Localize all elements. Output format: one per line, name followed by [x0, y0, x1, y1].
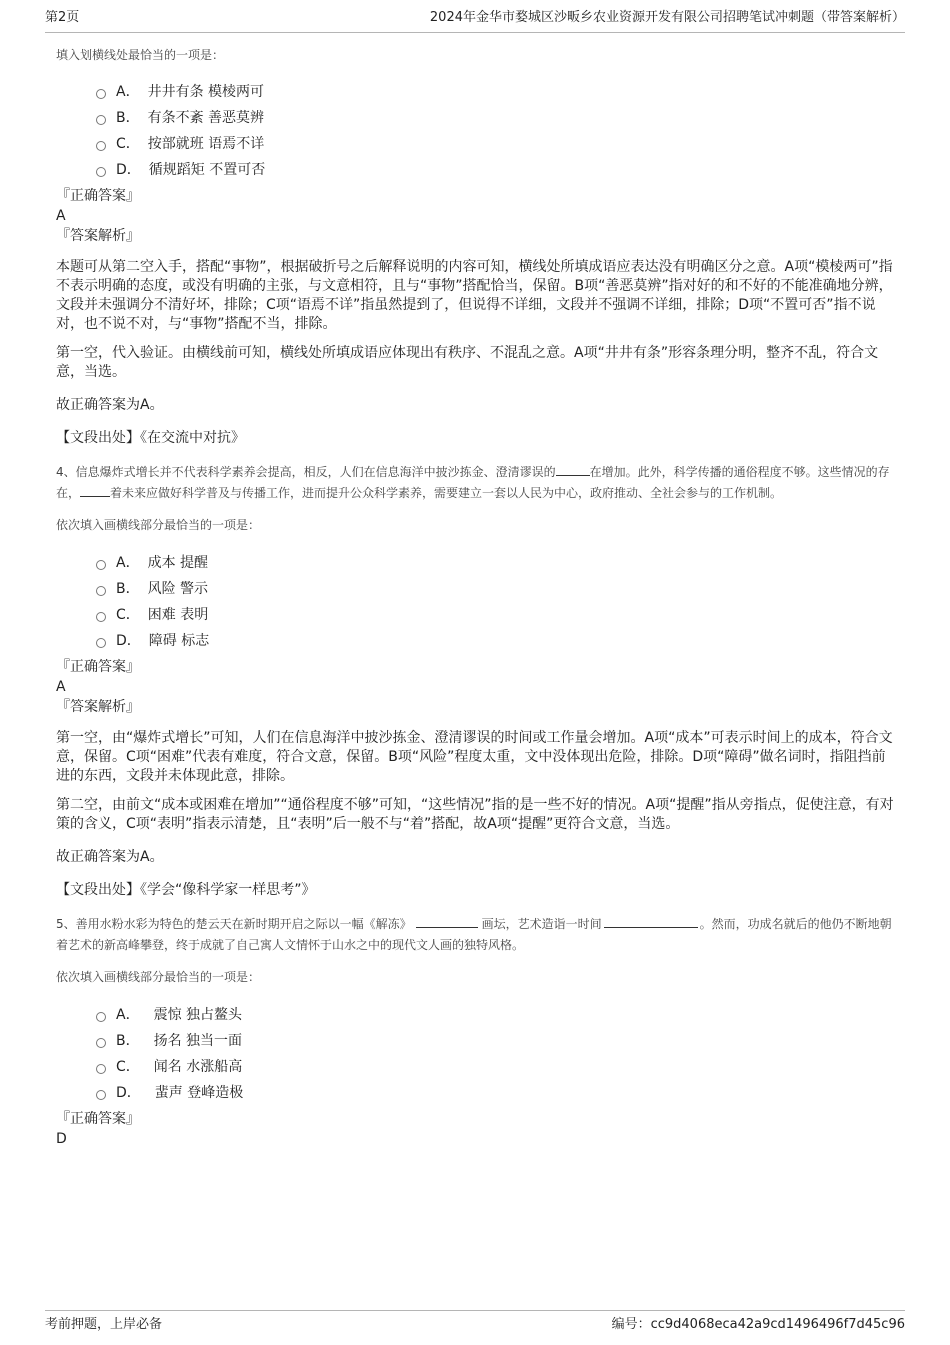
q3-answer-label: 『正确答案』: [56, 188, 140, 204]
q4-blank-1: [556, 462, 590, 476]
footer-slogan: 考前押题，上岸必备: [45, 1317, 163, 1332]
radio-icon[interactable]: [96, 115, 106, 125]
footer-doc-id: 编号：cc9d4068eca42a9cd1496496f7d45c96: [611, 1317, 905, 1332]
q3-options: [56, 78, 896, 182]
q4-analysis-label: 『答案解析』: [56, 699, 140, 715]
q4-prompt: 依次填入画横线部分最恰当的一项是：: [56, 518, 261, 532]
q5-blank-2: [604, 914, 698, 928]
q3-prompt: 填入划横线处最恰当的一项是：: [56, 48, 225, 62]
q3-option-a[interactable]: A． 井井有条 模棱两可: [96, 78, 896, 104]
page-header: [45, 10, 905, 33]
q5-option-c[interactable]: C． 闻名 水涨船高: [96, 1053, 896, 1079]
radio-icon[interactable]: [96, 586, 106, 596]
q3-analysis-para-3: 故正确答案为A。: [56, 397, 164, 413]
q4-analysis-para-3: 故正确答案为A。: [56, 849, 164, 865]
radio-icon[interactable]: [96, 560, 106, 570]
q5-blank-1: [416, 914, 478, 928]
q4-option-c[interactable]: C． 困难 表明: [96, 601, 896, 627]
radio-icon[interactable]: [96, 1090, 106, 1100]
q5-answer: D: [56, 1131, 67, 1147]
q4-question: 4、信息爆炸式增长并不代表科学素养会提高，相反，人们在信息海洋中披沙拣金、澄清谬误的 在增加。此外，科学传播的通俗程度不够。这些情况的存在， 着未来应做好科学普及与传播工作，进而提升公众科学素养，需要建立一套以人民为中心，政府推动、全社会参与的工作机制。: [56, 462, 896, 504]
q5-option-a[interactable]: A． 震惊 独占鳌头: [96, 1001, 896, 1027]
radio-icon[interactable]: [96, 167, 106, 177]
page-number: 第2页: [45, 10, 80, 25]
q4-source: 【文段出处】《学会“像科学家一样思考”》: [56, 882, 316, 898]
q4-analysis-para-2: 第二空，由前文“成本或困难在增加”“通俗程度不够”可知，“这些情况”指的是一些不好的情况。A项“提醒”指从旁指点，促使注意，有对策的含义，C项“表明”指表示清楚，且“表明”后一般不与“着”搭配，故A项“提醒”更符合文意，当选。: [56, 797, 894, 832]
radio-icon[interactable]: [96, 141, 106, 151]
q5-option-b[interactable]: B． 扬名 独当一面: [96, 1027, 896, 1053]
q4-options: [56, 549, 896, 653]
radio-icon[interactable]: [96, 1064, 106, 1074]
q4-answer-label: 『正确答案』: [56, 659, 140, 675]
q4-analysis-para-1: 第一空，由“爆炸式增长”可知，人们在信息海洋中披沙拣金、澄清谬误的时间或工作量会增加。A项“成本”可表示时间上的成本，符合文意，保留。C项“困难”代表有难度，符合文意，保留。B项“风险”程度太重，文中没体现出危险，排除。D项“障碍”做名词时，指阻挡前进的东西，文段并未体现此意，排除。: [56, 730, 893, 784]
q5-prompt: 依次填入画横线部分最恰当的一项是：: [56, 970, 261, 984]
q5-option-d[interactable]: D． 蜚声 登峰造极: [96, 1079, 896, 1105]
q3-option-c[interactable]: C． 按部就班 语焉不详: [96, 130, 896, 156]
q4-option-d[interactable]: D． 障碍 标志: [96, 627, 896, 653]
q4-blank-2: [80, 483, 110, 497]
document-title: 2024年金华市婺城区沙畈乡农业资源开发有限公司招聘笔试冲刺题（带答案解析）: [429, 10, 905, 25]
radio-icon[interactable]: [96, 89, 106, 99]
q4-option-b[interactable]: B． 风险 警示: [96, 575, 896, 601]
q4-answer: A: [56, 679, 66, 695]
q3-analysis-label: 『答案解析』: [56, 228, 140, 244]
q4-option-a[interactable]: A． 成本 提醒: [96, 549, 896, 575]
q5-question: 5、善用水粉水彩为特色的楚云天在新时期开启之际以一幅《解冻》 画坛，艺术造诣一时间 。然而，功成名就后的他仍不断地朝着艺术的新高峰攀登，终于成就了自己寓人文情怀于山水之中的现代文人画的独特风格。: [56, 914, 896, 956]
q3-option-d[interactable]: D． 循规蹈矩 不置可否: [96, 156, 896, 182]
q3-option-b[interactable]: B． 有条不紊 善恶莫辨: [96, 104, 896, 130]
q3-source: 【文段出处】《在交流中对抗》: [56, 430, 245, 446]
q3-analysis-para-2: 第一空，代入验证。由横线前可知，横线处所填成语应体现出有秩序、不混乱之意。A项“井井有条”形容条理分明，整齐不乱，符合文意，当选。: [56, 345, 879, 380]
q3-analysis-para-1: 本题可从第二空入手，搭配“事物”，根据破折号之后解释说明的内容可知，横线处所填成语应表达没有明确区分之意。A项“模棱两可”指不表示明确的态度，或没有明确的主张，与文意相符，且与“事物”搭配恰当，保留。B项“善恶莫辨”指对好的和不好的不能准确地分辨，文段并未强调分不清好坏，排除；C项“语焉不详”指虽然提到了，但说得不详细，文段并不强调不详细，排除；D项“不置可否”指不说对，也不说不对，与“事物”搭配不当，排除。: [56, 259, 893, 332]
q5-options: [56, 1001, 896, 1105]
q3-answer: A: [56, 208, 66, 224]
radio-icon[interactable]: [96, 1012, 106, 1022]
page-footer: [45, 1310, 905, 1332]
q5-answer-label: 『正确答案』: [56, 1111, 140, 1127]
radio-icon[interactable]: [96, 612, 106, 622]
radio-icon[interactable]: [96, 638, 106, 648]
document-body: [56, 44, 896, 1149]
radio-icon[interactable]: [96, 1038, 106, 1048]
